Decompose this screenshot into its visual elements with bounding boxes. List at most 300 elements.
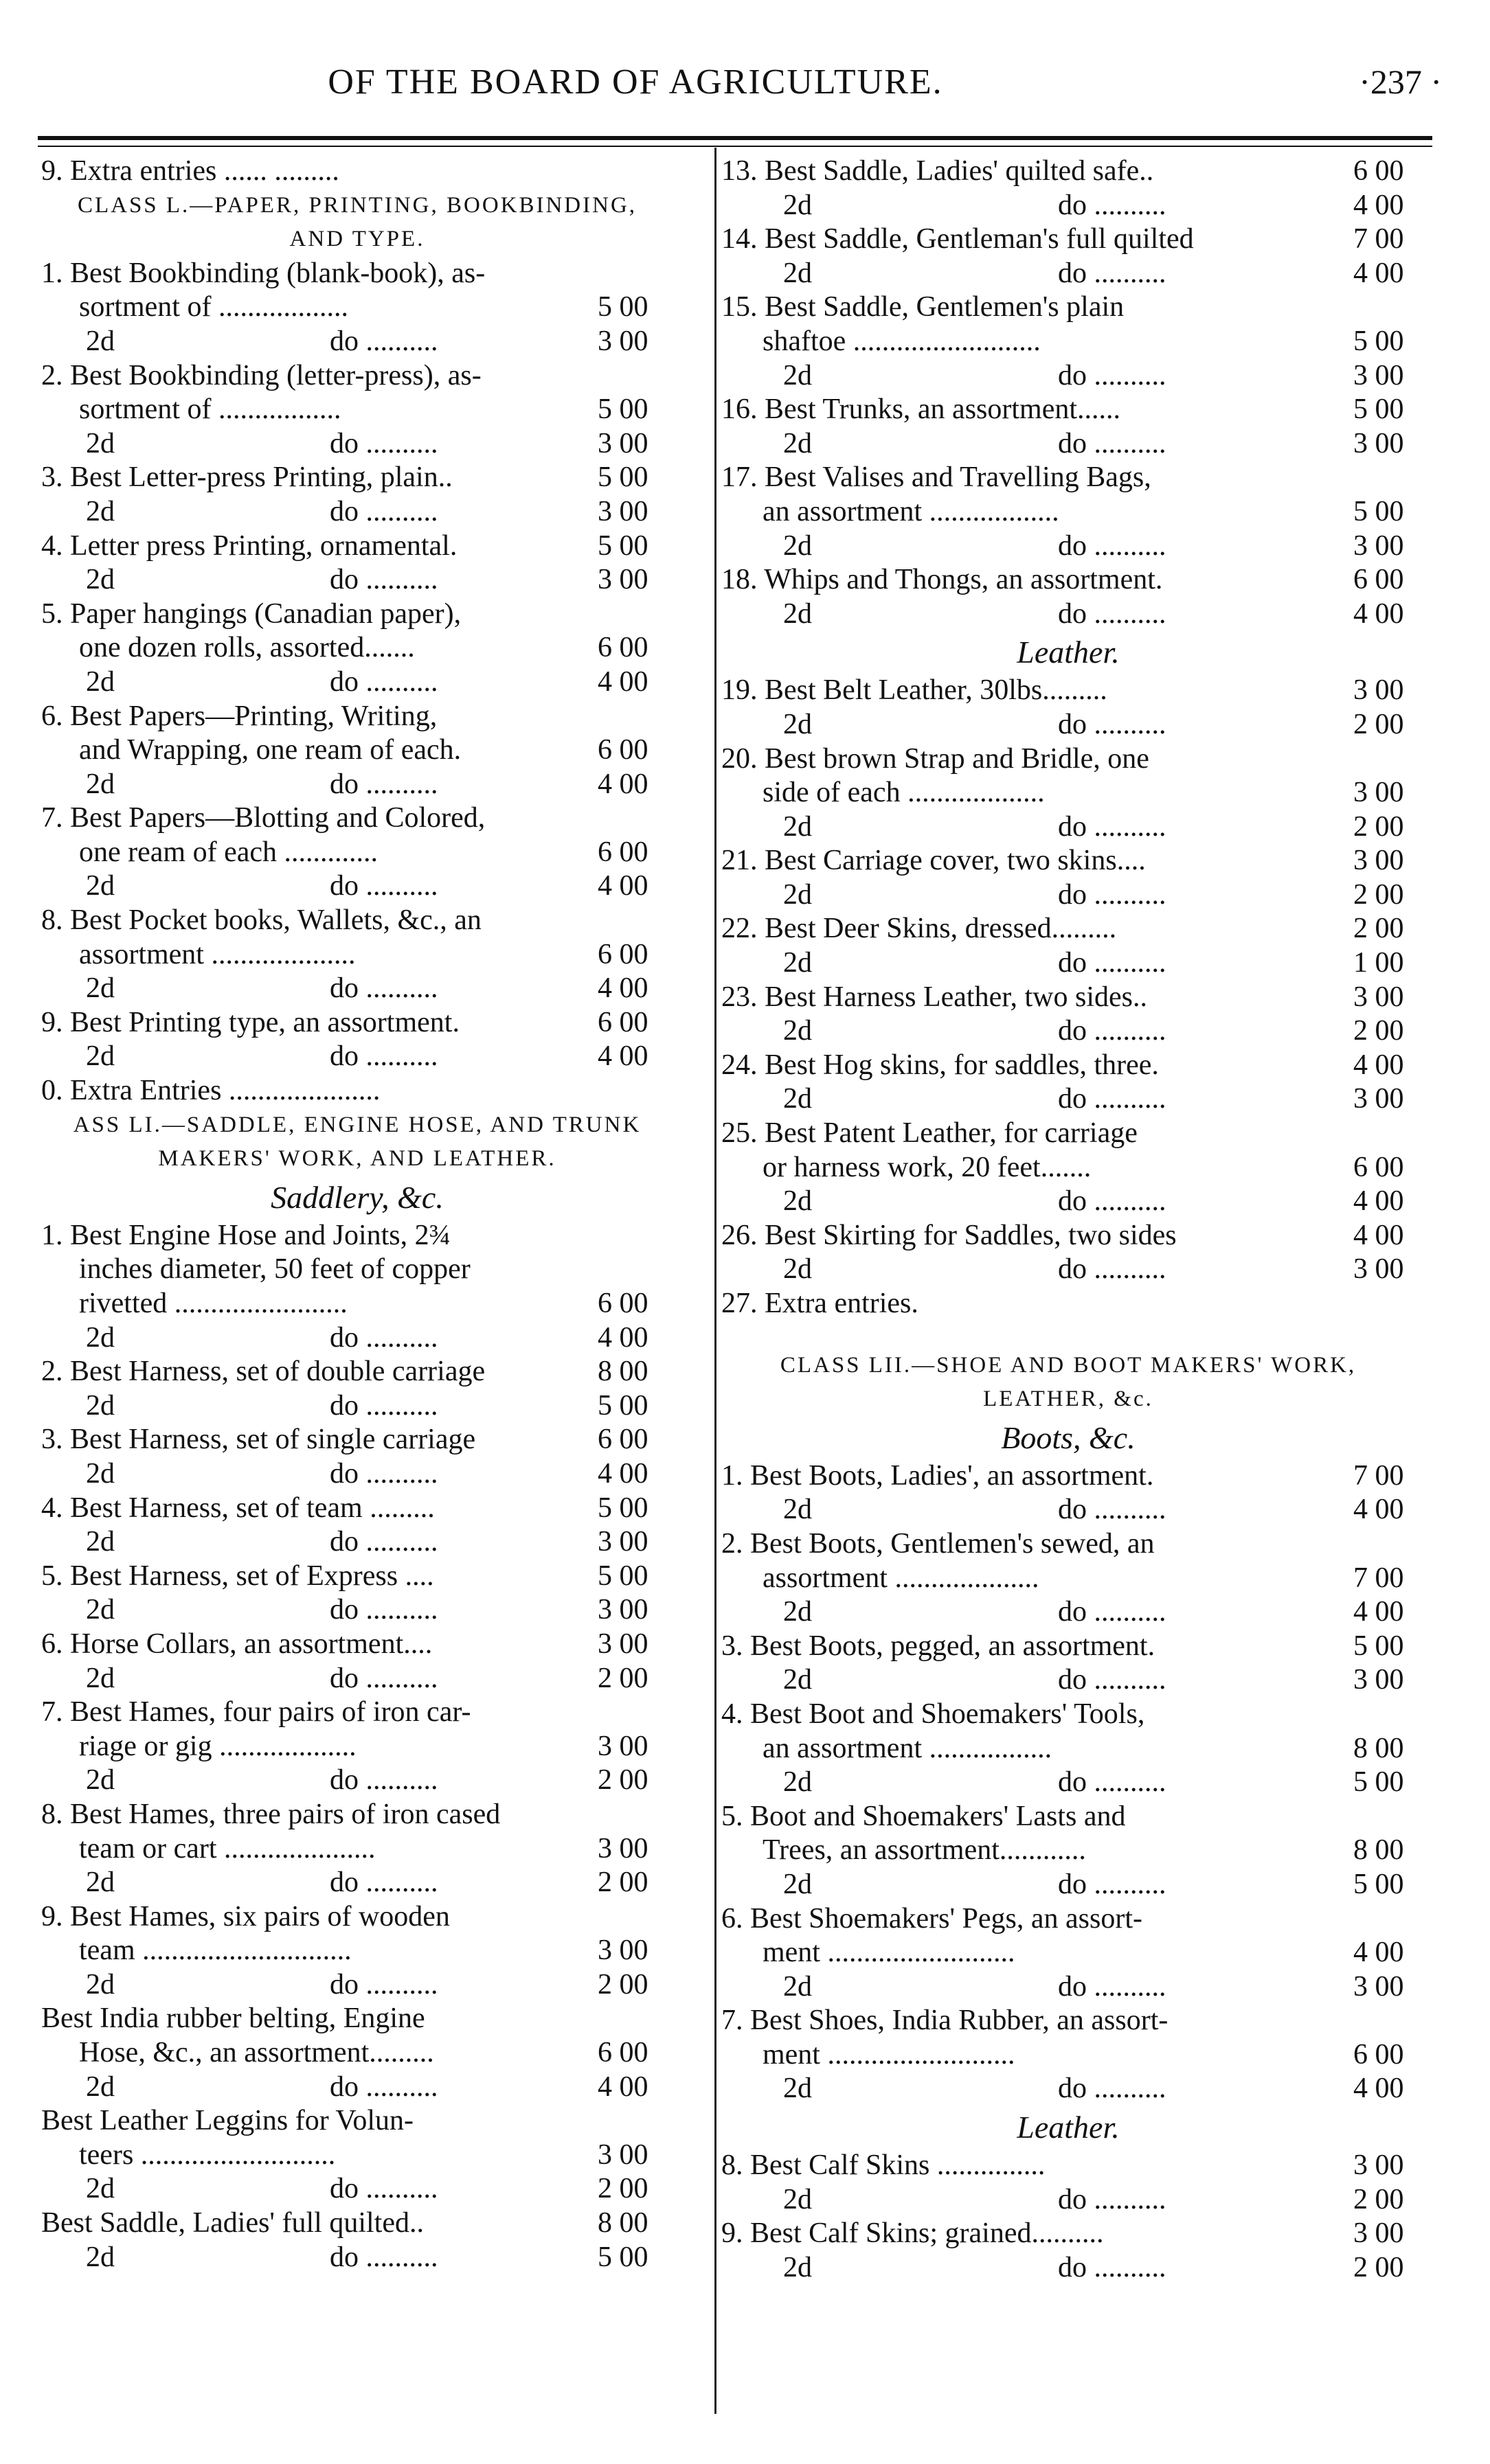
entry-text: 2d (86, 2173, 115, 2205)
entry-continuation (708, 1151, 1429, 1185)
prize-amount: 5 00 (598, 2241, 648, 2273)
ditto-text: do .......... (1058, 2251, 1166, 2283)
entry-text: 2d (86, 2241, 115, 2273)
prize-entry (27, 1219, 687, 1253)
entry-text: or harness work, 20 feet....... (763, 1151, 1092, 1183)
entry-text: Trees, an assortment............ (763, 1834, 1086, 1867)
prize-amount: 4 00 (598, 1457, 648, 1490)
entry-text: shaftoe .......................... (763, 325, 1041, 357)
ditto-text: do .......... (1058, 947, 1166, 979)
ditto-text: do .......... (1058, 1253, 1166, 1286)
entry-text: 8. Best Hames, three pairs of iron cased (41, 1798, 501, 1830)
entry-text: 2d (783, 597, 812, 630)
prize-entry (708, 1287, 1429, 1321)
prize-amount: 6 00 (1353, 1151, 1404, 1183)
second-prize-line (708, 946, 1429, 981)
entry-text: 17. Best Valises and Travelling Bags, (721, 461, 1151, 494)
section-subheading: Boots, &c. (1001, 1419, 1136, 1455)
ditto-text: do .......... (1058, 189, 1166, 221)
second-prize-line (27, 1525, 687, 1560)
entry-text: 0. Extra Entries ..................... (41, 1075, 381, 1107)
entry-text: 2d (86, 1662, 115, 1694)
prize-entry (27, 359, 687, 393)
ditto-text: do .......... (1058, 427, 1166, 459)
entry-continuation (27, 1730, 687, 1764)
entry-text: 2d (783, 1596, 812, 1628)
entry-text: Hose, &c., an assortment......... (79, 2037, 434, 2069)
entry-text: 1. Best Bookbinding (blank-book), as- (41, 257, 486, 289)
prize-amount: 5 00 (598, 291, 648, 323)
entry-text: 18. Whips and Thongs, an assortment. (721, 564, 1163, 596)
prize-amount: 2 00 (1353, 878, 1404, 911)
second-prize-line (27, 1321, 687, 1356)
prize-amount: 3 00 (1353, 674, 1404, 707)
entry-text: 8. Best Pocket books, Wallets, &c., an (41, 904, 482, 937)
entry-text: 4. Letter press Printing, ornamental. (41, 529, 458, 562)
second-prize-line (708, 1766, 1429, 1800)
prize-amount: 4 00 (1353, 1219, 1404, 1251)
entry-text: 6. Best Papers—Printing, Writing, (41, 700, 438, 732)
ditto-text: do .......... (1058, 257, 1166, 289)
prize-amount: 8 00 (598, 1356, 648, 1388)
ditto-text: do .......... (330, 1321, 438, 1354)
prize-amount: 3 00 (1353, 777, 1404, 809)
right-column (708, 155, 1429, 2285)
ditto-text: do .......... (1058, 708, 1166, 740)
entry-text: 8. Best Calf Skins ............... (721, 2149, 1046, 2182)
entry-text: ment .......................... (763, 2038, 1015, 2071)
entry-text: 14. Best Saddle, Gentleman's full quilted (721, 223, 1194, 255)
entry-text: 2. Best Boots, Gentlemen's sewed, an (721, 1527, 1155, 1560)
prize-amount: 5 00 (598, 1492, 648, 1524)
entry-text: 2. Best Bookbinding (letter-press), as- (41, 359, 482, 391)
entry-text: 1. Best Engine Hose and Joints, 2¾ (41, 1219, 451, 1251)
entry-text: 22. Best Deer Skins, dressed......... (721, 913, 1117, 945)
entry-text: 2d (783, 878, 812, 911)
prize-entry (27, 1423, 687, 1457)
second-prize-line (708, 1082, 1429, 1117)
prize-amount: 7 00 (1353, 223, 1404, 255)
prize-entry (708, 461, 1429, 495)
entry-text: 2d (783, 2251, 812, 2283)
second-prize-line (708, 1493, 1429, 1527)
entry-text: assortment .................... (763, 1562, 1039, 1594)
prize-entry (708, 1049, 1429, 1083)
ditto-text: do .......... (1058, 359, 1166, 391)
entry-text: 2. Best Harness, set of double carriage (41, 1356, 486, 1388)
entry-text: Best Leather Leggins for Volun- (41, 2105, 414, 2137)
entry-text: 2d (86, 665, 115, 698)
entry-text: 3. Best Boots, pegged, an assortment. (721, 1630, 1155, 1662)
entry-continuation (708, 2038, 1429, 2073)
prize-amount: 2 00 (1353, 810, 1404, 843)
prize-entry (708, 981, 1429, 1015)
second-prize-line (708, 1868, 1429, 1902)
entry-text: 2d (783, 427, 812, 459)
entry-text: 6. Best Shoemakers' Pegs, an assort- (721, 1902, 1142, 1935)
second-prize-line (27, 1662, 687, 1696)
entry-text: 2d (86, 495, 115, 527)
prize-entry (708, 1800, 1429, 1834)
entry-text: 2d (86, 1764, 115, 1796)
entry-text: 9. Extra entries ...... ......... (41, 155, 339, 187)
prize-entry (27, 257, 687, 291)
ditto-text: do .......... (330, 427, 438, 459)
prize-amount: 6 00 (598, 938, 648, 970)
prize-amount: 5 00 (598, 1560, 648, 1592)
ditto-text: do .......... (330, 1662, 438, 1694)
entry-text: 2d (86, 1968, 115, 2000)
prize-amount: 5 00 (598, 461, 648, 494)
entry-text: sortment of ................. (79, 393, 341, 426)
prize-amount: 3 00 (1353, 1664, 1404, 1696)
prize-amount: 6 00 (598, 1288, 648, 1319)
ditto-text: do .......... (330, 325, 438, 357)
prize-amount: 4 00 (1353, 1185, 1404, 1218)
entry-text: one ream of each ............. (79, 836, 378, 868)
entry-text: 2d (86, 427, 115, 459)
prize-amount: 3 00 (1353, 1253, 1404, 1286)
entry-text: 2d (86, 1526, 115, 1558)
entry-text: 2d (783, 1766, 812, 1799)
entry-text: 2d (783, 529, 812, 562)
class-heading: MAKERS' WORK, AND LEATHER. (158, 1146, 556, 1172)
second-prize-line (708, 1185, 1429, 1219)
prize-amount: 3 00 (598, 1628, 648, 1660)
entry-text: 5. Paper hangings (Canadian paper), (41, 597, 462, 630)
entry-continuation (27, 1832, 687, 1867)
prize-amount: 5 00 (1353, 495, 1404, 527)
prize-amount: 4 00 (598, 870, 648, 902)
prize-entry (708, 563, 1429, 597)
entry-text: 4. Best Boot and Shoemakers' Tools, (721, 1698, 1145, 1730)
second-prize-line (708, 1253, 1429, 1287)
prize-amount: 3 00 (1353, 1970, 1404, 2003)
class-heading: AND TYPE. (289, 227, 425, 252)
prize-amount: 7 00 (1353, 1459, 1404, 1492)
second-prize-line (708, 1663, 1429, 1698)
section-subheading: Leather. (1017, 2110, 1120, 2145)
ditto-text: do .......... (330, 1867, 438, 1899)
second-prize-line (27, 1866, 687, 1900)
entry-text: 2d (783, 1253, 812, 1286)
prize-entry (27, 904, 687, 938)
entry-text: 2d (86, 1867, 115, 1899)
prize-entry (708, 1527, 1429, 1562)
prize-amount: 4 00 (1353, 1937, 1404, 1969)
prize-entry (708, 290, 1429, 325)
entry-text: 7. Best Papers—Blotting and Colored, (41, 802, 486, 834)
prize-amount: 4 00 (598, 2071, 648, 2103)
entry-text: Best India rubber belting, Engine (41, 2003, 425, 2035)
entry-text: 16. Best Trunks, an assortment...... (721, 393, 1121, 426)
ditto-text: do .......... (1058, 878, 1166, 911)
entry-continuation (27, 2036, 687, 2071)
second-prize-line (708, 189, 1429, 223)
prize-entry (27, 1900, 687, 1935)
entry-continuation (708, 325, 1429, 359)
prize-amount: 3 00 (1353, 845, 1404, 877)
entry-text: 2d (86, 1389, 115, 1422)
prize-entry (708, 1902, 1429, 1937)
second-prize-line (708, 1014, 1429, 1049)
entry-continuation (708, 1562, 1429, 1596)
entry-text: riage or gig ................... (79, 1730, 357, 1762)
class-heading: CLASS L.—PAPER, PRINTING, BOOKBINDING, (77, 192, 637, 218)
entry-continuation (27, 393, 687, 427)
ditto-text: do .......... (330, 495, 438, 527)
entry-continuation (27, 2138, 687, 2173)
ditto-text: do .......... (330, 1764, 438, 1796)
prize-entry (27, 1074, 687, 1108)
second-prize-line (27, 1764, 687, 1798)
prize-amount: 3 00 (1353, 1083, 1404, 1115)
prize-amount: 6 00 (598, 632, 648, 664)
ditto-text: do .......... (1058, 1015, 1166, 1047)
prize-entry (27, 597, 687, 632)
entry-text: one dozen rolls, assorted....... (79, 632, 415, 664)
second-prize-line (708, 2251, 1429, 2285)
prize-amount: 2 00 (1353, 1015, 1404, 1047)
prize-amount: 5 00 (1353, 325, 1404, 357)
prize-amount: 2 00 (598, 1764, 648, 1796)
header-rule-thin (38, 146, 1432, 147)
prize-amount: 2 00 (1353, 2183, 1404, 2215)
second-prize-line (708, 359, 1429, 393)
second-prize-line (708, 1595, 1429, 1630)
ditto-text: do .......... (1058, 1596, 1166, 1628)
prize-amount: 2 00 (1353, 913, 1404, 945)
second-prize-line (27, 1389, 687, 1424)
ditto-text: do .......... (330, 1526, 438, 1558)
ditto-text: do .......... (1058, 597, 1166, 630)
entry-text: 15. Best Saddle, Gentlemen's plain (721, 291, 1125, 323)
prize-entry (27, 1798, 687, 1832)
prize-amount: 3 00 (1353, 981, 1404, 1013)
prize-entry (27, 461, 687, 495)
ditto-text: do .......... (330, 1389, 438, 1422)
second-prize-line (27, 1457, 687, 1492)
entry-continuation (27, 1287, 687, 1321)
entry-text: 2d (783, 1185, 812, 1218)
entry-text: 2d (783, 810, 812, 843)
prize-entry (27, 529, 687, 564)
prize-amount: 4 00 (1353, 2073, 1404, 2105)
ditto-text: do .......... (1058, 1664, 1166, 1696)
entry-continuation (27, 733, 687, 768)
class-heading: LEATHER, &c. (983, 1387, 1153, 1412)
entry-text: 2d (783, 1015, 812, 1047)
entry-text: 2d (783, 1970, 812, 2003)
second-prize-line (708, 810, 1429, 845)
prize-amount: 3 00 (598, 1526, 648, 1558)
page-number: ·237 · (1359, 62, 1442, 101)
prize-entry (27, 1355, 687, 1389)
entry-text: 1. Best Boots, Ladies', an assortment. (721, 1459, 1154, 1492)
entry-text: team ............................. (79, 1935, 352, 1967)
prize-entry (708, 2004, 1429, 2038)
entry-text: 2d (783, 1494, 812, 1526)
ditto-text: do .......... (330, 2071, 438, 2103)
entry-text: 7. Best Shoes, India Rubber, an assort- (721, 2005, 1169, 2037)
prize-amount: 3 00 (1353, 359, 1404, 391)
entry-text: 2d (86, 564, 115, 596)
prize-amount: 3 00 (598, 325, 648, 357)
prize-entry (708, 742, 1429, 777)
ditto-text: do .......... (330, 1968, 438, 2000)
prize-amount: 6 00 (598, 1006, 648, 1038)
ditto-text: do .......... (330, 1040, 438, 1073)
second-prize-line (27, 427, 687, 461)
entry-text: 6. Horse Collars, an assortment.... (41, 1628, 433, 1660)
entry-text: 2d (86, 1321, 115, 1354)
second-prize-line (708, 878, 1429, 913)
prize-amount: 5 00 (1353, 1868, 1404, 1900)
prize-amount: 5 00 (598, 393, 648, 426)
prize-amount: 4 00 (1353, 1049, 1404, 1081)
entry-continuation (708, 1834, 1429, 1868)
second-prize-line (708, 708, 1429, 742)
prize-entry (708, 2217, 1429, 2251)
prize-amount: 8 00 (1353, 1834, 1404, 1867)
entry-text: 24. Best Hog skins, for saddles, three. (721, 1049, 1159, 1081)
second-prize-line (27, 495, 687, 529)
prize-amount: 3 00 (598, 2138, 648, 2171)
entry-continuation (27, 290, 687, 325)
entry-text: 2d (86, 768, 115, 800)
prize-amount: 2 00 (598, 2173, 648, 2205)
entry-text: 2d (783, 257, 812, 289)
second-prize-line (708, 2183, 1429, 2217)
ditto-text: do .......... (330, 972, 438, 1005)
entry-text: teers ........................... (79, 2138, 336, 2171)
entry-text: 2d (86, 972, 115, 1005)
ditto-text: do .......... (330, 1594, 438, 1626)
entry-text: 2d (783, 189, 812, 221)
entry-text: 19. Best Belt Leather, 30lbs......... (721, 674, 1107, 707)
ditto-text: do .......... (1058, 1970, 1166, 2003)
prize-amount: 3 00 (1353, 529, 1404, 562)
entry-text: sortment of .................. (79, 291, 348, 323)
prize-amount: 8 00 (1353, 1732, 1404, 1764)
prize-entry (708, 844, 1429, 878)
entry-text: rivetted ........................ (79, 1288, 348, 1319)
entry-text: 2d (86, 870, 115, 902)
prize-amount: 4 00 (598, 972, 648, 1005)
prize-entry (27, 2206, 687, 2241)
prize-entry (708, 912, 1429, 946)
second-prize-line (27, 2172, 687, 2206)
ditto-text: do .......... (330, 870, 438, 902)
entry-text: 2d (783, 1083, 812, 1115)
entry-text: 3. Best Letter-press Printing, plain.. (41, 461, 453, 494)
prize-amount: 2 00 (1353, 708, 1404, 740)
prize-amount: 4 00 (1353, 189, 1404, 221)
entry-text: 5. Best Harness, set of Express .... (41, 1560, 434, 1592)
entry-text: 2d (783, 2073, 812, 2105)
ditto-text: do .......... (1058, 1494, 1166, 1526)
second-prize-line (708, 597, 1429, 632)
entry-text: Best Saddle, Ladies' full quilted.. (41, 2207, 424, 2239)
ditto-text: do .......... (1058, 810, 1166, 843)
ditto-text: do .......... (1058, 1766, 1166, 1799)
class-heading: ASS LI.—SADDLE, ENGINE HOSE, AND TRUNK (73, 1112, 642, 1137)
prize-entry (708, 155, 1429, 189)
entry-text: 26. Best Skirting for Saddles, two sides (721, 1219, 1177, 1251)
second-prize-line (27, 768, 687, 802)
page-header (0, 62, 1490, 117)
prize-entry (708, 1630, 1429, 1664)
entry-text: 2d (86, 1594, 115, 1626)
entry-text: 20. Best brown Strap and Bridle, one (721, 742, 1149, 775)
prize-amount: 6 00 (598, 734, 648, 766)
prize-entry (27, 2104, 687, 2138)
second-prize-line (27, 1968, 687, 2003)
prize-amount: 3 00 (1353, 2217, 1404, 2250)
section-subheading: Saddlery, &c. (271, 1179, 444, 1215)
prize-amount: 3 00 (598, 564, 648, 596)
prize-amount: 6 00 (1353, 155, 1404, 187)
prize-amount: 1 00 (1353, 947, 1404, 979)
entry-text: 27. Extra entries. (721, 1288, 918, 1319)
prize-amount: 3 00 (598, 1832, 648, 1864)
prize-amount: 5 00 (1353, 1630, 1404, 1662)
entry-text: 9. Best Printing type, an assortment. (41, 1006, 460, 1038)
ditto-text: do .......... (330, 1457, 438, 1490)
ditto-text: do .......... (1058, 529, 1166, 562)
ditto-text: do .......... (330, 2241, 438, 2273)
prize-amount: 5 00 (1353, 393, 1404, 426)
entry-continuation (708, 1732, 1429, 1766)
prize-entry (27, 700, 687, 734)
page-title: OF THE BOARD OF AGRICULTURE. (328, 62, 943, 102)
prize-amount: 3 00 (598, 1935, 648, 1967)
entry-continuation (27, 631, 687, 665)
prize-amount: 4 00 (1353, 1494, 1404, 1526)
prize-amount: 6 00 (1353, 564, 1404, 596)
entry-text: 2d (86, 1457, 115, 1490)
second-prize-line (708, 1970, 1429, 2005)
entry-text: inches diameter, 50 feet of copper (79, 1253, 471, 1286)
prize-amount: 2 00 (598, 1662, 648, 1694)
second-prize-line (27, 665, 687, 700)
prize-amount: 2 00 (598, 1968, 648, 2000)
prize-entry (708, 223, 1429, 257)
prize-entry (27, 1006, 687, 1040)
ditto-text: do .......... (330, 564, 438, 596)
entry-text: 2d (86, 325, 115, 357)
entry-text: 2d (783, 947, 812, 979)
entry-text: 2d (783, 1868, 812, 1900)
second-prize-line (27, 1040, 687, 1074)
prize-amount: 6 00 (598, 2037, 648, 2069)
prize-amount: 4 00 (598, 1321, 648, 1354)
ditto-text: do .......... (1058, 2073, 1166, 2105)
ditto-text: do .......... (330, 665, 438, 698)
entry-text: an assortment .................. (763, 495, 1059, 527)
prize-amount: 6 00 (598, 836, 648, 868)
prize-entry (708, 674, 1429, 708)
prize-entry (708, 393, 1429, 427)
prize-amount: 3 00 (598, 427, 648, 459)
second-prize-line (708, 427, 1429, 461)
entry-text: 7. Best Hames, four pairs of iron car- (41, 1696, 471, 1729)
entry-text: team or cart ..................... (79, 1832, 376, 1864)
entry-text: 9. Best Hames, six pairs of wooden (41, 1900, 450, 1932)
left-column (27, 155, 687, 2274)
entry-text: 2d (783, 708, 812, 740)
second-prize-line (27, 869, 687, 904)
